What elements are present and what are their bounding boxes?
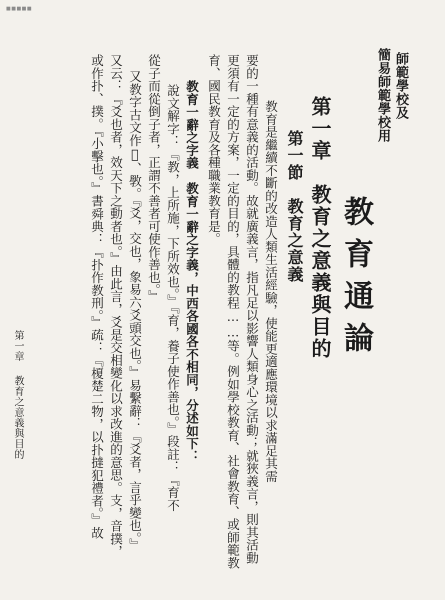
body-line-2: 要的一種有意義的活動。故就廣義言，指凡足以影響人類身心之活動；就狹義言，則其活動 bbox=[244, 54, 260, 564]
chapter-title: 第一章 教育之意義與目的 bbox=[308, 96, 332, 360]
body-line-4: 育、國民教育及各種職業教育是。 bbox=[206, 54, 222, 246]
body-line-8: 又教字古文作𢼂、斆。『爻，交也，象易六爻頭交也。』易繫辭：『爻者，言乎變也。』 bbox=[127, 70, 143, 551]
series-label-line1: 師範學校及 bbox=[393, 52, 408, 120]
series-label-line2: 簡易師範學校用 bbox=[375, 48, 390, 143]
body-line-9: 又云：『爻也者，效天下之動者也。』由此言，爻是交相變化以求改進的意思。支，音撲， bbox=[108, 54, 124, 558]
body-line-7: 從子而從倒子者，正謂不善者可使作善也。』 bbox=[146, 54, 162, 303]
footer-chapter: 第一章 bbox=[12, 330, 23, 362]
body-line-6: 說文解字：『教，上所施，下所效也。』『育，養子使作善也。』段註：『育不 bbox=[165, 84, 181, 512]
body-line-5: 教育一辭之字義 教育一辭之字義，中西各國各不相同，分述如下： bbox=[184, 80, 200, 463]
running-footer bbox=[10, 330, 25, 460]
body-line-10: 或作扑、撲。『小擊也。』書舜典：『扑作教刑。』疏：『榎楚二物，以扑撻犯禮者。』故 bbox=[89, 54, 105, 539]
corner-mark: ■■■■■ bbox=[6, 6, 33, 12]
book-title: 教育通論 bbox=[338, 196, 373, 364]
footer-running-title: 教育之意義與目的 bbox=[12, 375, 23, 460]
body-line-3: 更須有一定的方案，一定的目的，具體的教程……等。例如學校教育、社會教育、或師範教 bbox=[225, 54, 241, 569]
section-title: 第一節 教育之意義 bbox=[285, 130, 304, 283]
body-line-1: 教育是繼續不斷的改造人類生活經驗，使能更適應環境以求滿足其需 bbox=[263, 100, 279, 483]
